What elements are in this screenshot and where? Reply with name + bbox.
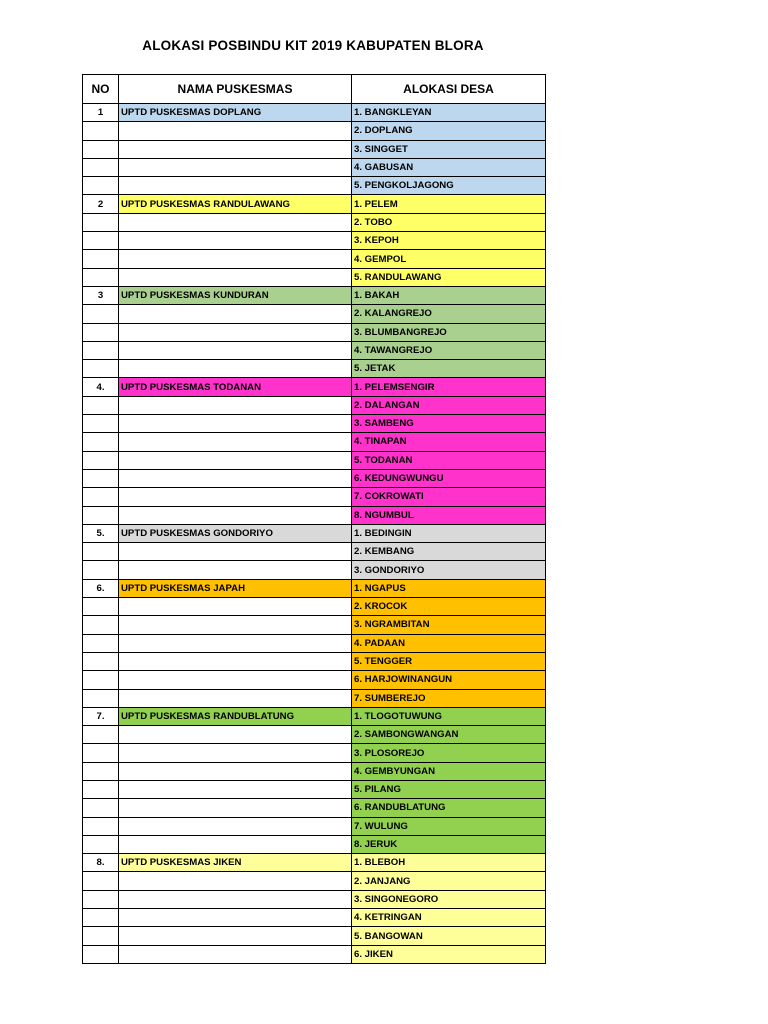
table-row	[83, 652, 546, 670]
cell-nama-puskesmas	[119, 232, 352, 250]
cell-nama-puskesmas	[119, 634, 352, 652]
cell-nama-puskesmas	[119, 451, 352, 469]
cell-alokasi-desa: 7. COKROWATI	[352, 488, 546, 506]
table-row	[83, 506, 546, 524]
cell-alokasi-desa: 8. NGUMBUL	[352, 506, 546, 524]
cell-alokasi-desa: 2. DOPLANG	[352, 122, 546, 140]
cell-alokasi-desa: 2. DALANGAN	[352, 396, 546, 414]
table-row	[83, 689, 546, 707]
table-row	[83, 817, 546, 835]
cell-alokasi-desa: 5. TENGGER	[352, 652, 546, 670]
table-row	[83, 433, 546, 451]
cell-nama-puskesmas	[119, 506, 352, 524]
cell-nama-puskesmas	[119, 396, 352, 414]
table-row	[83, 671, 546, 689]
cell-no	[83, 543, 119, 561]
cell-nama-puskesmas	[119, 158, 352, 176]
cell-no	[83, 250, 119, 268]
table-row	[83, 268, 546, 286]
cell-nama-puskesmas	[119, 250, 352, 268]
cell-no: 4.	[83, 378, 119, 396]
cell-nama-puskesmas	[119, 689, 352, 707]
table-row	[83, 927, 546, 945]
cell-alokasi-desa: 3. SINGONEGORO	[352, 890, 546, 908]
table-row	[83, 286, 546, 304]
table-row	[83, 396, 546, 414]
table-row	[83, 726, 546, 744]
cell-no	[83, 122, 119, 140]
cell-nama-puskesmas	[119, 213, 352, 231]
cell-no	[83, 140, 119, 158]
table-row	[83, 744, 546, 762]
cell-alokasi-desa: 1. TLOGOTUWUNG	[352, 707, 546, 725]
cell-no	[83, 671, 119, 689]
cell-nama-puskesmas	[119, 323, 352, 341]
table-row	[83, 415, 546, 433]
cell-no	[83, 488, 119, 506]
cell-no	[83, 561, 119, 579]
cell-nama-puskesmas	[119, 561, 352, 579]
table-row	[83, 195, 546, 213]
cell-no	[83, 232, 119, 250]
cell-no	[83, 780, 119, 798]
table-row	[83, 872, 546, 890]
table-row	[83, 561, 546, 579]
cell-nama-puskesmas	[119, 177, 352, 195]
table-row	[83, 341, 546, 359]
cell-nama-puskesmas: UPTD PUSKESMAS TODANAN	[119, 378, 352, 396]
table-header-row	[83, 75, 546, 104]
cell-no	[83, 433, 119, 451]
cell-nama-puskesmas	[119, 762, 352, 780]
cell-no: 8.	[83, 854, 119, 872]
cell-nama-puskesmas	[119, 872, 352, 890]
table-row	[83, 305, 546, 323]
cell-alokasi-desa: 1. BEDINGIN	[352, 524, 546, 542]
cell-nama-puskesmas: UPTD PUSKESMAS RANDUBLATUNG	[119, 707, 352, 725]
table-row	[83, 909, 546, 927]
cell-nama-puskesmas	[119, 598, 352, 616]
cell-no	[83, 323, 119, 341]
cell-no	[83, 305, 119, 323]
cell-alokasi-desa: 1. BLEBOH	[352, 854, 546, 872]
cell-no	[83, 744, 119, 762]
cell-alokasi-desa: 5. PILANG	[352, 780, 546, 798]
header-alokasi-desa: ALOKASI DESA	[352, 75, 546, 104]
cell-alokasi-desa: 4. GEMPOL	[352, 250, 546, 268]
cell-no	[83, 598, 119, 616]
header-nama-puskesmas: NAMA PUSKESMAS	[119, 75, 352, 104]
cell-alokasi-desa: 7. SUMBEREJO	[352, 689, 546, 707]
header-no: NO	[83, 75, 119, 104]
table-row	[83, 780, 546, 798]
cell-no	[83, 726, 119, 744]
cell-no	[83, 506, 119, 524]
cell-alokasi-desa: 8. JERUK	[352, 835, 546, 853]
cell-alokasi-desa: 2. KALANGREJO	[352, 305, 546, 323]
table-row	[83, 451, 546, 469]
cell-no: 1	[83, 104, 119, 122]
table-row	[83, 707, 546, 725]
cell-nama-puskesmas	[119, 415, 352, 433]
cell-no	[83, 415, 119, 433]
cell-alokasi-desa: 1. BANGKLEYAN	[352, 104, 546, 122]
cell-no	[83, 634, 119, 652]
cell-nama-puskesmas: UPTD PUSKESMAS DOPLANG	[119, 104, 352, 122]
cell-alokasi-desa: 7. WULUNG	[352, 817, 546, 835]
cell-alokasi-desa: 4. KETRINGAN	[352, 909, 546, 927]
cell-nama-puskesmas	[119, 433, 352, 451]
cell-alokasi-desa: 5. JETAK	[352, 360, 546, 378]
cell-no	[83, 762, 119, 780]
cell-nama-puskesmas	[119, 543, 352, 561]
table-row	[83, 323, 546, 341]
cell-alokasi-desa: 2. TOBO	[352, 213, 546, 231]
table-row	[83, 177, 546, 195]
table-row	[83, 469, 546, 487]
cell-alokasi-desa: 2. SAMBONGWANGAN	[352, 726, 546, 744]
cell-alokasi-desa: 5. RANDULAWANG	[352, 268, 546, 286]
cell-nama-puskesmas	[119, 140, 352, 158]
allocation-table	[82, 74, 546, 964]
cell-no	[83, 451, 119, 469]
cell-nama-puskesmas	[119, 927, 352, 945]
cell-no	[83, 909, 119, 927]
cell-nama-puskesmas: UPTD PUSKESMAS GONDORIYO	[119, 524, 352, 542]
cell-nama-puskesmas	[119, 360, 352, 378]
cell-alokasi-desa: 5. PENGKOLJAGONG	[352, 177, 546, 195]
cell-no	[83, 158, 119, 176]
table-row	[83, 232, 546, 250]
cell-alokasi-desa: 3. NGRAMBITAN	[352, 616, 546, 634]
cell-nama-puskesmas	[119, 652, 352, 670]
table-row	[83, 543, 546, 561]
cell-alokasi-desa: 6. KEDUNGWUNGU	[352, 469, 546, 487]
cell-alokasi-desa: 2. KROCOK	[352, 598, 546, 616]
cell-no	[83, 890, 119, 908]
cell-alokasi-desa: 3. GONDORIYO	[352, 561, 546, 579]
cell-no	[83, 927, 119, 945]
cell-nama-puskesmas	[119, 726, 352, 744]
table-row	[83, 360, 546, 378]
cell-nama-puskesmas	[119, 616, 352, 634]
cell-alokasi-desa: 3. KEPOH	[352, 232, 546, 250]
cell-nama-puskesmas	[119, 671, 352, 689]
cell-alokasi-desa: 3. PLOSOREJO	[352, 744, 546, 762]
cell-nama-puskesmas	[119, 122, 352, 140]
cell-nama-puskesmas	[119, 469, 352, 487]
cell-no	[83, 817, 119, 835]
table-row	[83, 158, 546, 176]
cell-alokasi-desa: 1. NGAPUS	[352, 579, 546, 597]
table-row	[83, 616, 546, 634]
cell-no	[83, 835, 119, 853]
cell-no	[83, 469, 119, 487]
table-body	[83, 104, 546, 964]
cell-alokasi-desa: 2. KEMBANG	[352, 543, 546, 561]
cell-alokasi-desa: 4. TAWANGREJO	[352, 341, 546, 359]
cell-no	[83, 652, 119, 670]
cell-no	[83, 616, 119, 634]
cell-alokasi-desa: 1. PELEM	[352, 195, 546, 213]
cell-nama-puskesmas	[119, 268, 352, 286]
cell-nama-puskesmas	[119, 945, 352, 963]
table-row	[83, 250, 546, 268]
cell-no	[83, 799, 119, 817]
cell-nama-puskesmas	[119, 835, 352, 853]
table-row	[83, 140, 546, 158]
cell-no	[83, 945, 119, 963]
cell-no	[83, 689, 119, 707]
table-row	[83, 945, 546, 963]
cell-nama-puskesmas	[119, 488, 352, 506]
page-title: ALOKASI POSBINDU KIT 2019 KABUPATEN BLORA	[142, 38, 484, 53]
cell-nama-puskesmas	[119, 817, 352, 835]
cell-alokasi-desa: 6. RANDUBLATUNG	[352, 799, 546, 817]
cell-nama-puskesmas: UPTD PUSKESMAS KUNDURAN	[119, 286, 352, 304]
cell-alokasi-desa: 4. GEMBYUNGAN	[352, 762, 546, 780]
cell-alokasi-desa: 1. PELEMSENGIR	[352, 378, 546, 396]
table-row	[83, 104, 546, 122]
cell-alokasi-desa: 3. BLUMBANGREJO	[352, 323, 546, 341]
cell-alokasi-desa: 5. BANGOWAN	[352, 927, 546, 945]
cell-alokasi-desa: 6. JIKEN	[352, 945, 546, 963]
table-row	[83, 634, 546, 652]
table-row	[83, 598, 546, 616]
cell-alokasi-desa: 2. JANJANG	[352, 872, 546, 890]
cell-nama-puskesmas: UPTD PUSKESMAS JIKEN	[119, 854, 352, 872]
cell-no: 7.	[83, 707, 119, 725]
cell-no	[83, 341, 119, 359]
cell-alokasi-desa: 4. GABUSAN	[352, 158, 546, 176]
table-row	[83, 213, 546, 231]
cell-no	[83, 360, 119, 378]
table-row	[83, 488, 546, 506]
cell-alokasi-desa: 3. SAMBENG	[352, 415, 546, 433]
cell-nama-puskesmas	[119, 780, 352, 798]
cell-no: 2	[83, 195, 119, 213]
cell-alokasi-desa: 1. BAKAH	[352, 286, 546, 304]
table-row	[83, 378, 546, 396]
cell-no	[83, 213, 119, 231]
cell-nama-puskesmas	[119, 909, 352, 927]
cell-no	[83, 268, 119, 286]
table-row	[83, 835, 546, 853]
cell-nama-puskesmas	[119, 744, 352, 762]
cell-no: 6.	[83, 579, 119, 597]
cell-nama-puskesmas	[119, 341, 352, 359]
table-row	[83, 890, 546, 908]
cell-nama-puskesmas: UPTD PUSKESMAS RANDULAWANG	[119, 195, 352, 213]
cell-nama-puskesmas	[119, 890, 352, 908]
cell-no: 3	[83, 286, 119, 304]
cell-nama-puskesmas	[119, 305, 352, 323]
cell-no: 5.	[83, 524, 119, 542]
cell-alokasi-desa: 3. SINGGET	[352, 140, 546, 158]
cell-no	[83, 872, 119, 890]
cell-nama-puskesmas: UPTD PUSKESMAS JAPAH	[119, 579, 352, 597]
cell-nama-puskesmas	[119, 799, 352, 817]
cell-alokasi-desa: 5. TODANAN	[352, 451, 546, 469]
table-row	[83, 762, 546, 780]
table-row	[83, 122, 546, 140]
table-row	[83, 854, 546, 872]
table-row	[83, 524, 546, 542]
cell-alokasi-desa: 4. TINAPAN	[352, 433, 546, 451]
table-row	[83, 579, 546, 597]
cell-alokasi-desa: 6. HARJOWINANGUN	[352, 671, 546, 689]
cell-no	[83, 177, 119, 195]
cell-no	[83, 396, 119, 414]
cell-alokasi-desa: 4. PADAAN	[352, 634, 546, 652]
table-row	[83, 799, 546, 817]
